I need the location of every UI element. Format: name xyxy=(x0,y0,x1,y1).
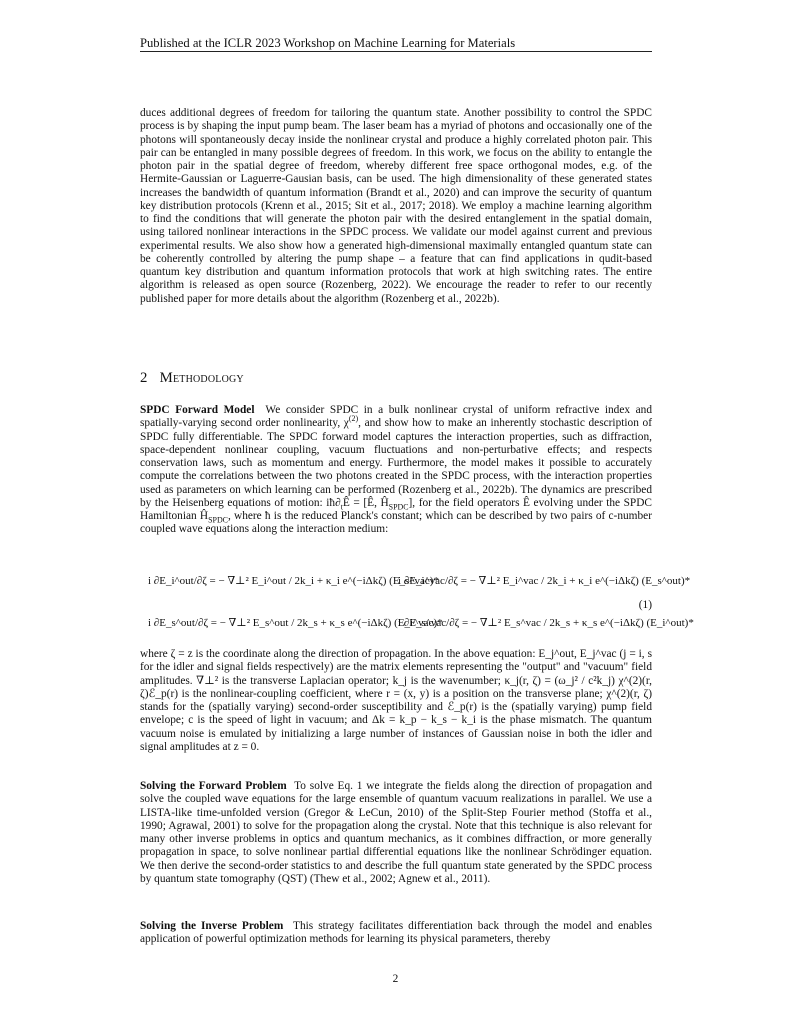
equation-signal-vac: i ∂E_s^vac/∂ζ = − ∇⊥² E_s^vac / 2k_s + κ_s e^(−iΔkζ) (E_i^out)* xyxy=(398,617,694,629)
running-header: Published at the ICLR 2023 Workshop on Machine Learning for Materials xyxy=(140,36,516,50)
forward-model-heading: SPDC Forward Model xyxy=(140,404,255,416)
equation-idler-vac: i ∂E_i^vac/∂ζ = − ∇⊥² E_i^vac / 2k_i + κ_i e^(−iΔkζ) (E_s^out)* xyxy=(398,575,691,587)
forward-model-text-5: , where ħ is the reduced Planck's constant; which can be described by two pairs of c-number coupled wave equations along the interaction medium: xyxy=(140,510,652,536)
inverse-problem-paragraph xyxy=(140,920,652,947)
equation-explanation-paragraph: where ζ = z is the coordinate along the direction of propagation. In the above equation: E_j^out, E_j^vac (j = i, s for the idler and signal fields respectively) are the matrix elements representing the "output" and "vacuum" field amplitudes. ∇⊥² is the transverse Laplacian operator; k_j is the wavenumber; κ_j(r, ζ) = (ω_j² / c²k_j) χ^(2)(r, ζ)ℰ_p(r) is the nonlinear-coupling coefficient, where r = (x, y) is a position on the transverse plane; χ^(2)(r, ζ) stands for the (spatially varying) second-order susceptibility and ℰ_p(r) is the (spatially varying) pump field envelope; c is the speed of light in vacuum; and Δk = k_p − k_s − k_i is the phase mismatch. The quantum vacuum noise is emulated by initializing a large number of instances of Gaussian noise in both the idler and signal amplitudes at z = 0. xyxy=(140,648,652,753)
chi-superscript: (2) xyxy=(348,414,359,424)
section-heading xyxy=(140,370,244,387)
subscript-t: t xyxy=(340,502,343,512)
section-number: 2 xyxy=(140,370,148,386)
forward-problem-text: To solve Eq. 1 we integrate the fields along the direction of propagation and solve the coupled wave equations for the large ensemble of quantum vacuum realizations in parallel. We use a LISTA-like time-unfolded version (Gregor & LeCun, 2010) of the Split-Step Fourier method (Stoffa et al., 1990; Agrawal, 2001) to solve for the propagation along the crystal. Note that this technique is also relevant for many other inverse problems in optics and quantum mechanics, as it combines diffraction, or more generally propagation in space, to solve nonlinear partial differential equations like the nonlinear Schrödinger equation. We then derive the second-order statistics to and describe the full quantum state generated by the SPDC process by quantum state tomography (QST) (Thew et al., 2002; Agnew et al., 2011). xyxy=(140,780,652,885)
subscript-spdc-2: SPDC xyxy=(208,515,228,525)
page-number: 2 xyxy=(392,973,399,985)
forward-problem-heading: Solving the Forward Problem xyxy=(140,780,287,792)
header-divider xyxy=(140,51,652,52)
equation-idler-out: i ∂E_i^out/∂ζ = − ∇⊥² E_i^out / 2k_i + κ_i e^(−iΔkζ) (E_s^vac)* xyxy=(148,575,439,587)
inverse-problem-heading: Solving the Inverse Problem xyxy=(140,920,284,932)
equation-signal-out: i ∂E_s^out/∂ζ = − ∇⊥² E_s^out / 2k_s + κ_s e^(−iΔkζ) (E_i^vac)* xyxy=(148,617,443,629)
subscript-spdc-1: SPDC xyxy=(388,502,409,512)
equation-number: (1) xyxy=(638,599,652,611)
forward-model-text-2: , and show how to make an inherently stochastic description of SPDC fully differentiable. The SPDC forward model captures the interaction properties, such as diffraction, space-dependent nonlinear coupling, vacuum fluctuations and non-perturbative effects; and respects conservation laws, such as momentum and energy. Furthermore, the model makes it possible to accurately compute the correlations between the two photons created in the SPDC process, with the interaction properties used as parameters on which learning can be performed (Rozenberg et al., 2022b). The dynamics are prescribed by the Heisenberg equations of motion: iħ∂ xyxy=(140,417,653,509)
forward-problem-paragraph xyxy=(140,780,652,886)
forward-model-paragraph xyxy=(140,404,652,537)
intro-paragraph: duces additional degrees of freedom for tailoring the quantum state. Another possibility to control the SPDC process is by shaping the input pump beam. The laser beam has a myriad of photons and occasionally one of the photons will spontaneously decay inside the nonlinear crystal and produce a highly correlated photon pair. This pair can be entangled in many possible degrees of freedom. In this work, we focus on the ability to entangle the photon pair in the spatial degree of freedom, whereby different free space orthogonal modes, e.g. of the Hermite-Gaussian or Laguerre-Gausian basis, can be used. The high dimensionality of these generated states increases the bandwidth of quantum information (Brandt et al., 2020) and can improve the security of quantum key distribution protocols (Krenn et al., 2015; Sit et al., 2017; 2018). We employ a machine learning algorithm to find the conditions that will generate the photon pair with the desired entanglement in the spatial domain, using tailored nonlinear interactions in the SPDC process. We validate our model against current and previous experimental results. We also show how a generated high-dimensional maximally entangled quantum state can be coherently controlled by altering the pump shape – a feature that can find applications in qudit-based quantum key distribution and quantum information protocols that work at high switching rates. The entire algorithm is released as open source (Rozenberg, 2022). We encourage the reader to refer to our recently published paper for more details about the algorithm (Rozenberg et al., 2022b). xyxy=(140,107,652,305)
forward-model-text-4: ], for the field operators Ê evolving under the SPDC Hamiltonian Ĥ xyxy=(140,496,652,522)
coupled-wave-equations xyxy=(140,572,694,642)
inverse-problem-text: This strategy facilitates differentiation back through the model and enables application of powerful optimization methods for learning its physical parameters, thereby xyxy=(140,920,652,946)
forward-model-text-1: We consider SPDC in a bulk nonlinear crystal of uniform refractive index and spatially-varying second order nonlinearity, χ xyxy=(140,404,653,430)
section-title: Methodology xyxy=(159,370,244,386)
forward-model-text-3: Ê = [Ê, Ĥ xyxy=(342,496,389,509)
